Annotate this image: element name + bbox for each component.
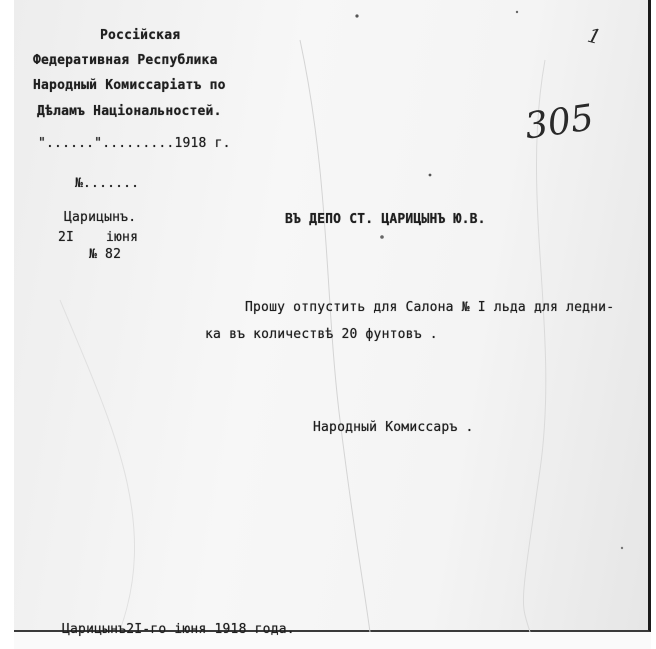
footer-place-date: Царицынъ2I-го iюня 1918 года. — [62, 622, 295, 637]
ref-place: Царицынъ. — [64, 210, 137, 225]
signature-line: Народный Комиссаръ . — [313, 420, 474, 435]
ref-day: 2I — [58, 230, 75, 245]
ref-number: № 82 — [89, 247, 122, 262]
header-line-1: Россiйская — [100, 28, 181, 43]
header-line-4: Дѣламъ Нацiональностей. — [37, 104, 222, 119]
page-mark-handwritten: 1 — [585, 22, 604, 50]
addressee: ВЪ ДЕПО СТ. ЦАРИЦЫНЪ Ю.В. — [285, 212, 486, 227]
request-line-1: Прошу отпустить для Салона № I льда для ледни- — [245, 300, 615, 315]
number-template: №....... — [75, 176, 140, 191]
request-line-2: ка въ количествѣ 20 фунтовъ . — [205, 327, 438, 342]
archive-number-handwritten: 305 — [522, 97, 597, 148]
date-template: "......".........1918 г. — [38, 136, 231, 151]
header-line-2: Федеративная Республика — [33, 53, 218, 68]
ref-month: iюня — [106, 230, 139, 245]
header-line-3: Народный Комиссарiатъ по — [33, 78, 226, 93]
